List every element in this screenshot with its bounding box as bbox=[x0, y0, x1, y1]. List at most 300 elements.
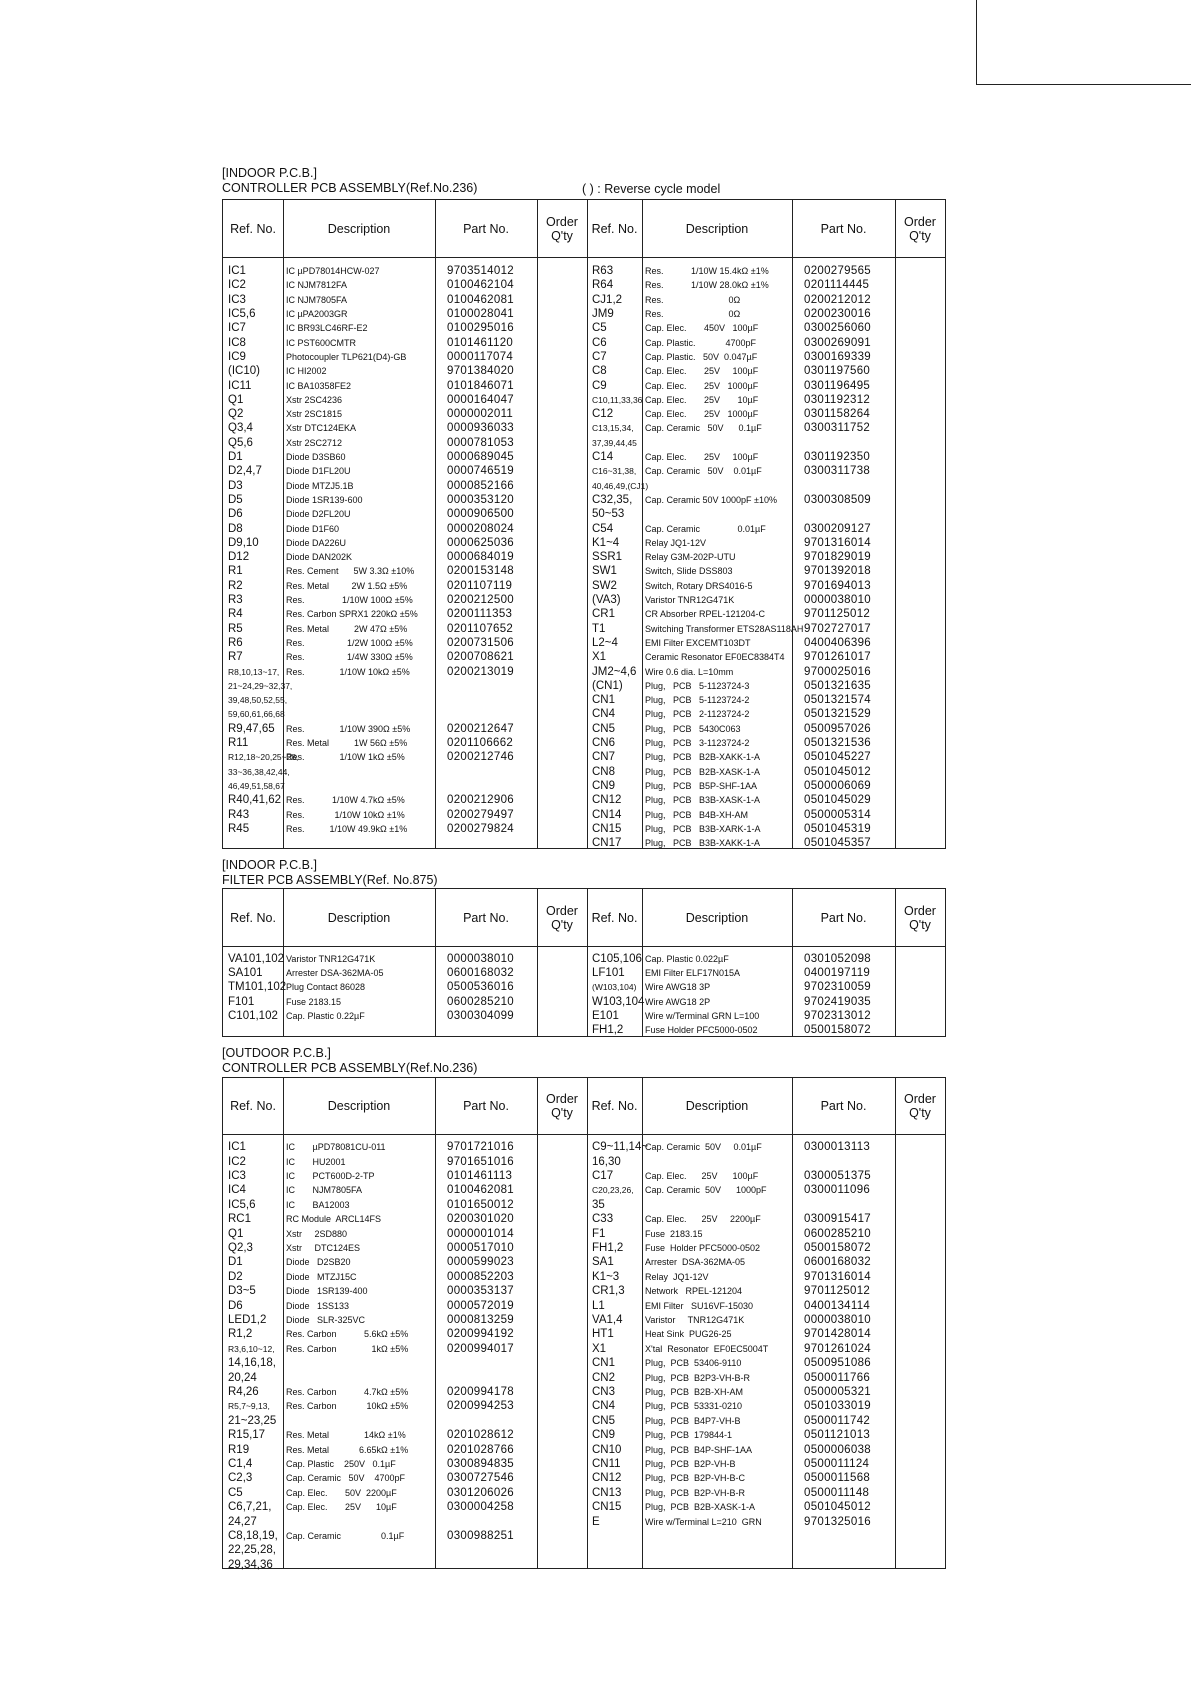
description: Xstr 2SC4236 bbox=[286, 394, 343, 405]
description: Res. 1/10W 49.9kΩ ±1% bbox=[286, 823, 408, 834]
description: Plug, PCB 2-1123724-2 bbox=[645, 709, 750, 720]
table2-title-line2: FILTER PCB ASSEMBLY(Ref. No.875) bbox=[222, 873, 438, 887]
part-no: 9701651016 bbox=[447, 1155, 514, 1168]
description: IC BA10358FE2 bbox=[286, 380, 352, 391]
table-row bbox=[223, 693, 945, 707]
header-part: Part No. bbox=[820, 910, 867, 925]
ref-no: D1 bbox=[228, 1256, 243, 1269]
table-row bbox=[223, 1543, 945, 1557]
table-row bbox=[223, 607, 945, 621]
ref-no: C9 bbox=[592, 379, 607, 392]
ref-no: JM9 bbox=[592, 308, 614, 321]
part-no: 0000852166 bbox=[447, 479, 514, 492]
description: IC HU2001 bbox=[286, 1156, 346, 1167]
description: Varistor TNR12G471K bbox=[286, 954, 376, 965]
ref-no: HT1 bbox=[592, 1328, 614, 1341]
table-row bbox=[223, 995, 945, 1009]
part-no: 9701125012 bbox=[804, 608, 871, 621]
part-no: 0500006069 bbox=[804, 779, 871, 792]
ref-no: SA101 bbox=[228, 967, 263, 980]
part-no: 0501045319 bbox=[804, 822, 871, 835]
part-no: 0500951086 bbox=[804, 1357, 871, 1370]
table-row bbox=[223, 822, 945, 836]
description: Diode D2FL20U bbox=[286, 509, 351, 520]
description: IC PCT600D-2-TP bbox=[286, 1170, 375, 1181]
part-no: 0200279497 bbox=[447, 808, 514, 821]
part-no: 0200111353 bbox=[447, 608, 513, 621]
table-row bbox=[223, 278, 945, 292]
part-no: 0000002011 bbox=[447, 408, 514, 421]
corner-box bbox=[976, 0, 1191, 85]
description: Relay JQ1-12V bbox=[645, 537, 707, 548]
header-desc: Description bbox=[685, 1099, 749, 1113]
table-row bbox=[223, 1255, 945, 1269]
ref-no: D12 bbox=[228, 551, 250, 564]
description: IC HI2002 bbox=[286, 366, 327, 377]
table-row bbox=[223, 1428, 945, 1442]
description: Cap. Ceramic 50V 1000pF ±10% bbox=[645, 494, 778, 505]
part-no: 0000038010 bbox=[804, 594, 871, 607]
header-part: Part No. bbox=[463, 221, 509, 236]
part-no: 0501045227 bbox=[804, 751, 871, 764]
ref-no: R8,10,13~17, bbox=[228, 666, 280, 677]
description: Plug, PCB B2B-XH-AM bbox=[645, 1386, 744, 1397]
part-no: 0100295016 bbox=[447, 322, 514, 335]
table-row bbox=[223, 1313, 945, 1327]
description: Wire w/Terminal GRN L=100 bbox=[645, 1010, 760, 1021]
description: Cap. Elec. 25V 100µF bbox=[645, 1170, 759, 1181]
header-desc: Description bbox=[685, 221, 749, 236]
ref-no: 35 bbox=[592, 1198, 605, 1211]
part-no: 0100462081 bbox=[447, 293, 514, 306]
table-row bbox=[223, 1212, 945, 1226]
part-no: 0200731506 bbox=[447, 636, 514, 649]
table1-title-line2: CONTROLLER PCB ASSEMBLY(Ref.No.236) bbox=[222, 181, 478, 195]
ref-no: LED1,2 bbox=[228, 1313, 267, 1326]
part-no: 0200708621 bbox=[447, 651, 514, 664]
part-no: 0200994192 bbox=[447, 1328, 514, 1341]
part-no: 9702310059 bbox=[804, 981, 871, 994]
ref-no: R3 bbox=[228, 594, 243, 607]
ref-no: IC1 bbox=[228, 265, 246, 278]
ref-no: C9~11,14~ bbox=[592, 1141, 649, 1154]
description: Res. 0Ω bbox=[645, 294, 741, 305]
ref-no: D9,10 bbox=[228, 536, 259, 549]
table-row bbox=[223, 1284, 945, 1298]
part-no: 9701694013 bbox=[804, 579, 871, 592]
ref-no: D6 bbox=[228, 1299, 243, 1312]
table3-title-line1: [OUTDOOR P.C.B.] bbox=[222, 1046, 331, 1060]
part-no: 0000353120 bbox=[447, 493, 514, 506]
table-row bbox=[223, 750, 945, 764]
description: Cap. Plastic 0.22µF bbox=[286, 1010, 365, 1021]
part-no: 0000038010 bbox=[447, 953, 514, 966]
part-no: 0400406396 bbox=[804, 636, 871, 649]
description: Cap. Elec. 25V 10µF bbox=[286, 1502, 397, 1513]
description: Plug, PCB B4P7-VH-B bbox=[645, 1415, 741, 1426]
description: Plug, PCB B3B-XARK-1-A bbox=[645, 823, 761, 834]
ref-no: SW1 bbox=[592, 565, 617, 578]
table-row bbox=[223, 436, 945, 450]
ref-no: 39,48,50,52,55, bbox=[228, 695, 288, 706]
ref-no: F101 bbox=[228, 995, 255, 1008]
table-body bbox=[223, 258, 945, 848]
ref-no: R64 bbox=[592, 279, 614, 292]
ref-no: E bbox=[592, 1515, 600, 1528]
part-no: 9701325016 bbox=[804, 1515, 871, 1528]
header-ref: Ref. No. bbox=[230, 221, 276, 236]
table-row bbox=[223, 1241, 945, 1255]
description: Diode MTZJ15C bbox=[286, 1271, 357, 1282]
ref-no: R5 bbox=[228, 622, 243, 635]
part-no: 0100462081 bbox=[447, 1184, 514, 1197]
table-row bbox=[223, 1226, 945, 1240]
description: Fuse 2183.15 bbox=[286, 996, 342, 1007]
description: Wire 0.6 dia. L=10mm bbox=[645, 666, 734, 677]
description: Plug Contact 86028 bbox=[286, 982, 366, 993]
header-order: Order Q'ty bbox=[546, 903, 578, 932]
part-no: 0500005314 bbox=[804, 808, 871, 821]
part-no: 0300011096 bbox=[804, 1184, 871, 1197]
part-no: 9701316014 bbox=[804, 536, 871, 549]
description: IC µPA2003GR bbox=[286, 309, 348, 320]
header-ref: Ref. No. bbox=[230, 1099, 276, 1113]
description: Plug, PCB 5430C063 bbox=[645, 723, 741, 734]
description: Plug, PCB 5-1123724-2 bbox=[645, 695, 750, 706]
description: EMI Filter EXCEMT103DT bbox=[645, 637, 751, 648]
ref-no: L2~4 bbox=[592, 636, 618, 649]
ref-no: R19 bbox=[228, 1443, 250, 1456]
description: Plug, PCB B2B-XASK-1-A bbox=[645, 1502, 756, 1513]
part-no: 0000936033 bbox=[447, 422, 514, 435]
ref-no: CN7 bbox=[592, 751, 616, 764]
table-row bbox=[223, 679, 945, 693]
part-no: 0400134114 bbox=[804, 1299, 871, 1312]
table-row bbox=[223, 1198, 945, 1212]
part-no: 0000517010 bbox=[447, 1241, 514, 1254]
ref-no: C17 bbox=[592, 1169, 614, 1182]
table-row bbox=[223, 1356, 945, 1370]
ref-no: R40,41,62 bbox=[228, 794, 282, 807]
ref-no: IC7 bbox=[228, 322, 246, 335]
part-no: 0500011124 bbox=[804, 1457, 870, 1470]
ref-no: 33~36,38,42,44, bbox=[228, 766, 290, 777]
part-no: 0000599023 bbox=[447, 1256, 514, 1269]
description: Switching Transformer ETS28AS118AH bbox=[645, 623, 804, 634]
table1-title-line1: [INDOOR P.C.B.] bbox=[222, 166, 317, 180]
description: IC NJM7805FA bbox=[286, 294, 348, 305]
table-row bbox=[223, 980, 945, 994]
ref-no: 50~53 bbox=[592, 508, 625, 521]
description: Cap. Elec. 50V 2200µF bbox=[286, 1487, 397, 1498]
table-row bbox=[223, 1342, 945, 1356]
ref-no: R43 bbox=[228, 808, 250, 821]
part-no: 9701392018 bbox=[804, 565, 871, 578]
description: Res. Metal 2W 1.5Ω ±5% bbox=[286, 580, 408, 591]
part-no: 0000038010 bbox=[804, 1313, 871, 1326]
part-no: 0200212746 bbox=[447, 751, 514, 764]
description: Res. Metal 2W 47Ω ±5% bbox=[286, 623, 408, 634]
table-row bbox=[223, 1023, 945, 1037]
description: Diode 1SR139-400 bbox=[286, 1286, 368, 1297]
description: IC BR93LC46RF-E2 bbox=[286, 323, 368, 334]
description: EMI Filter ELF17N015A bbox=[645, 968, 741, 979]
description: Plug, PCB B2P-VH-B-C bbox=[645, 1473, 746, 1484]
header-part: Part No. bbox=[820, 1099, 867, 1113]
part-no: 0300727546 bbox=[447, 1472, 514, 1485]
ref-no: C6,7,21, bbox=[228, 1501, 272, 1514]
part-no: 0200279565 bbox=[804, 265, 871, 278]
ref-no: CN10 bbox=[592, 1443, 622, 1456]
ref-no: C13,15,34, bbox=[592, 423, 634, 434]
ref-no: 21~24,29~32,37, bbox=[228, 680, 293, 691]
part-no: 0301197560 bbox=[804, 365, 871, 378]
ref-no: (CN1) bbox=[592, 679, 623, 692]
description: Res. 1/10W 10kΩ ±5% bbox=[286, 666, 410, 677]
ref-no: 46,49,51,58,67 bbox=[228, 780, 285, 791]
description: Diode 1SS133 bbox=[286, 1300, 350, 1311]
header-ref: Ref. No. bbox=[591, 1099, 638, 1113]
description: Res. 1/10W 100Ω ±5% bbox=[286, 595, 413, 606]
ref-no: CN1 bbox=[592, 694, 616, 707]
part-no: 9701721016 bbox=[447, 1141, 514, 1154]
description: Cap. Elec. 25V 1000µF bbox=[645, 409, 759, 420]
header-ref: Ref. No. bbox=[230, 910, 276, 925]
table-header bbox=[223, 200, 945, 258]
table-row bbox=[223, 536, 945, 550]
table-row bbox=[223, 1442, 945, 1456]
ref-no: (IC10) bbox=[228, 365, 260, 378]
part-no: 0301196495 bbox=[804, 379, 871, 392]
ref-no: 14,16,18, bbox=[228, 1357, 276, 1370]
part-no: 0201114445 bbox=[804, 279, 870, 292]
table-row bbox=[223, 1529, 945, 1543]
description: Plug, PCB 5-1123724-3 bbox=[645, 680, 750, 691]
ref-no: Q2,3 bbox=[228, 1241, 253, 1254]
description: Plug, PCB 53406-9110 bbox=[645, 1358, 742, 1369]
ref-no: R45 bbox=[228, 822, 250, 835]
ref-no: IC4 bbox=[228, 1184, 246, 1197]
description: Plug, PCB B2P3-VH-B-R bbox=[645, 1372, 751, 1383]
ref-no: SA1 bbox=[592, 1256, 614, 1269]
part-no: 0300311752 bbox=[804, 422, 871, 435]
ref-no: R5,7~9,13, bbox=[228, 1401, 270, 1412]
part-no: 0500011148 bbox=[804, 1486, 870, 1499]
description: Fuse Holder PFC5000-0502 bbox=[645, 1025, 758, 1036]
header-desc: Description bbox=[685, 910, 749, 925]
header-part: Part No. bbox=[463, 1099, 509, 1113]
table-row bbox=[223, 1183, 945, 1197]
part-no: 0201107119 bbox=[447, 579, 513, 592]
description: Relay G3M-202P-UTU bbox=[645, 552, 736, 563]
table-row bbox=[223, 1009, 945, 1023]
table-row bbox=[223, 622, 945, 636]
table2-title-line1: [INDOOR P.C.B.] bbox=[222, 858, 317, 872]
header-order: Order Q'ty bbox=[904, 1092, 936, 1120]
table-row bbox=[223, 636, 945, 650]
description: Diode DAN202K bbox=[286, 552, 353, 563]
description: Cap. Ceramic 50V 1000pF bbox=[645, 1185, 767, 1196]
description: Diode DA226U bbox=[286, 537, 347, 548]
ref-no: C32,35, bbox=[592, 493, 633, 506]
table-row bbox=[223, 321, 945, 335]
part-no: 0600168032 bbox=[447, 967, 514, 980]
ref-no: C33 bbox=[592, 1213, 614, 1226]
description: Plug, PCB B4B-XH-AM bbox=[645, 809, 749, 820]
part-no: 0000689045 bbox=[447, 451, 514, 464]
header-desc: Description bbox=[327, 910, 391, 925]
table-row bbox=[223, 364, 945, 378]
ref-no: CR1 bbox=[592, 608, 616, 621]
description: Wire w/Terminal L=210 GRN bbox=[645, 1516, 762, 1527]
ref-no: IC5,6 bbox=[228, 1198, 256, 1211]
description: Res. 1/10W 1kΩ ±5% bbox=[286, 752, 405, 763]
part-no: 0100462104 bbox=[447, 279, 514, 292]
ref-no: C54 bbox=[592, 522, 614, 535]
part-no: 0000684019 bbox=[447, 551, 514, 564]
ref-no: K1~4 bbox=[592, 536, 620, 549]
description: Relay JQ1-12V bbox=[645, 1271, 709, 1282]
description: Res. 1/2W 100Ω ±5% bbox=[286, 637, 413, 648]
part-no: 0000746519 bbox=[447, 465, 514, 478]
ref-no: TM101,102 bbox=[228, 981, 287, 994]
ref-no: 40,46,49,(CJ1) bbox=[592, 480, 649, 491]
description: Res. 1/10W 4.7kΩ ±5% bbox=[286, 795, 405, 806]
table-row bbox=[223, 1140, 945, 1154]
ref-no: R1 bbox=[228, 565, 243, 578]
table-header bbox=[223, 889, 945, 947]
description: Res. 1/10W 28.0kΩ ±1% bbox=[645, 280, 769, 291]
description: Plug, PCB 53331-0210 bbox=[645, 1401, 743, 1412]
part-no: 0300004258 bbox=[447, 1501, 514, 1514]
table-row bbox=[223, 593, 945, 607]
part-no: 0200301020 bbox=[447, 1213, 514, 1226]
ref-no: CN4 bbox=[592, 708, 616, 721]
part-no: 9702419035 bbox=[804, 995, 871, 1008]
ref-no: C6 bbox=[592, 336, 607, 349]
table-row bbox=[223, 450, 945, 464]
ref-no: Q3,4 bbox=[228, 422, 253, 435]
part-no: 9701125012 bbox=[804, 1285, 871, 1298]
ref-no: 16,30 bbox=[592, 1155, 621, 1168]
ref-no: C20,23,26, bbox=[592, 1185, 634, 1196]
part-no: 0501045012 bbox=[804, 1501, 871, 1514]
part-no: 9702313012 bbox=[804, 1009, 871, 1022]
ref-no: K1~3 bbox=[592, 1270, 620, 1283]
ref-no: FH1,2 bbox=[592, 1241, 624, 1254]
description: Fuse 2183.15 bbox=[645, 1228, 703, 1239]
header-order: Order Q'ty bbox=[904, 214, 936, 243]
ref-no: X1 bbox=[592, 651, 607, 664]
ref-no: CN6 bbox=[592, 737, 616, 750]
ref-no: CN5 bbox=[592, 1414, 616, 1427]
description: Plug, PCB B5P-SHF-1AA bbox=[645, 780, 758, 791]
description: Switch, Slide DSS803 bbox=[645, 566, 733, 577]
ref-no: C12 bbox=[592, 408, 614, 421]
table-row bbox=[223, 507, 945, 521]
ref-no: C1,4 bbox=[228, 1457, 253, 1470]
part-no: 0200212906 bbox=[447, 794, 514, 807]
ref-no: 37,39,44,45 bbox=[592, 437, 637, 448]
reverse-cycle-note: ( ) : Reverse cycle model bbox=[582, 182, 721, 196]
description: Xstr 2SD880 bbox=[286, 1228, 348, 1239]
table-row bbox=[223, 779, 945, 793]
ref-no: R11 bbox=[228, 737, 249, 750]
table-body bbox=[223, 947, 945, 1036]
table-row bbox=[223, 793, 945, 807]
ref-no: E101 bbox=[592, 1009, 619, 1022]
table-row bbox=[223, 1270, 945, 1284]
header-part: Part No. bbox=[820, 221, 867, 236]
ref-no: 22,25,28, bbox=[228, 1544, 276, 1557]
description: Switch, Rotary DRS4016-5 bbox=[645, 580, 753, 591]
ref-no: 24,27 bbox=[228, 1515, 257, 1528]
part-no: 0101846071 bbox=[447, 379, 514, 392]
ref-no: Q2 bbox=[228, 408, 244, 421]
part-no: 0200279824 bbox=[447, 822, 514, 835]
ref-no: D5 bbox=[228, 493, 243, 506]
description: Cap. Elec. 25V 10µF bbox=[645, 394, 759, 405]
part-no: 0000813259 bbox=[447, 1313, 514, 1326]
description: IC NJM7812FA bbox=[286, 280, 348, 291]
description: Xstr 2SC1815 bbox=[286, 409, 343, 420]
part-no: 0600168032 bbox=[804, 1256, 871, 1269]
table-row bbox=[223, 393, 945, 407]
ref-no: D8 bbox=[228, 522, 243, 535]
table-body bbox=[223, 1135, 945, 1571]
description: Cap. Ceramic 50V 0.01µF bbox=[645, 466, 762, 477]
ref-no: CN15 bbox=[592, 1501, 622, 1514]
ref-no: D2,4,7 bbox=[228, 465, 262, 478]
ref-no: IC9 bbox=[228, 350, 246, 363]
part-no: 0300915417 bbox=[804, 1213, 871, 1226]
description: Cap. Ceramic 50V 0.1µF bbox=[645, 423, 762, 434]
part-no: 0101650012 bbox=[447, 1198, 514, 1211]
table-header bbox=[223, 1078, 945, 1135]
ref-no: W103,104 bbox=[592, 995, 645, 1008]
description: Arrester DSA-362MA-05 bbox=[645, 1257, 746, 1268]
table-row bbox=[223, 550, 945, 564]
ref-no: CN1 bbox=[592, 1357, 616, 1370]
description: Plug, PCB B4P-SHF-1AA bbox=[645, 1444, 753, 1455]
part-no: 0201107652 bbox=[447, 622, 514, 635]
table-row bbox=[223, 966, 945, 980]
part-no: 0301206026 bbox=[447, 1486, 514, 1499]
table-row bbox=[223, 650, 945, 664]
part-no: 0000001014 bbox=[447, 1227, 514, 1240]
part-no: 0300308509 bbox=[804, 493, 871, 506]
part-no: 0501321574 bbox=[804, 694, 871, 707]
description: Res. Carbon 4.7kΩ ±5% bbox=[286, 1386, 409, 1397]
description: Cap. Ceramic 0.1µF bbox=[286, 1530, 405, 1541]
part-no: 0300894835 bbox=[447, 1457, 514, 1470]
part-no: 0000117074 bbox=[447, 350, 514, 363]
description: Res. Carbon 5.6kΩ ±5% bbox=[286, 1329, 409, 1340]
controller-pcb-table-indoor bbox=[222, 199, 946, 849]
table-row bbox=[223, 493, 945, 507]
ref-no: C2,3 bbox=[228, 1472, 253, 1485]
part-no: 0501321635 bbox=[804, 679, 871, 692]
part-no: 0101461120 bbox=[447, 336, 514, 349]
part-no: 9701829019 bbox=[804, 551, 871, 564]
description: Plug, PCB B2B-XASK-1-A bbox=[645, 766, 761, 777]
table-row bbox=[223, 1327, 945, 1341]
ref-no: IC11 bbox=[228, 379, 252, 392]
part-no: 0200230016 bbox=[804, 308, 871, 321]
ref-no: C14 bbox=[592, 451, 614, 464]
part-no: 0300988251 bbox=[447, 1529, 514, 1542]
part-no: 0200153148 bbox=[447, 565, 514, 578]
